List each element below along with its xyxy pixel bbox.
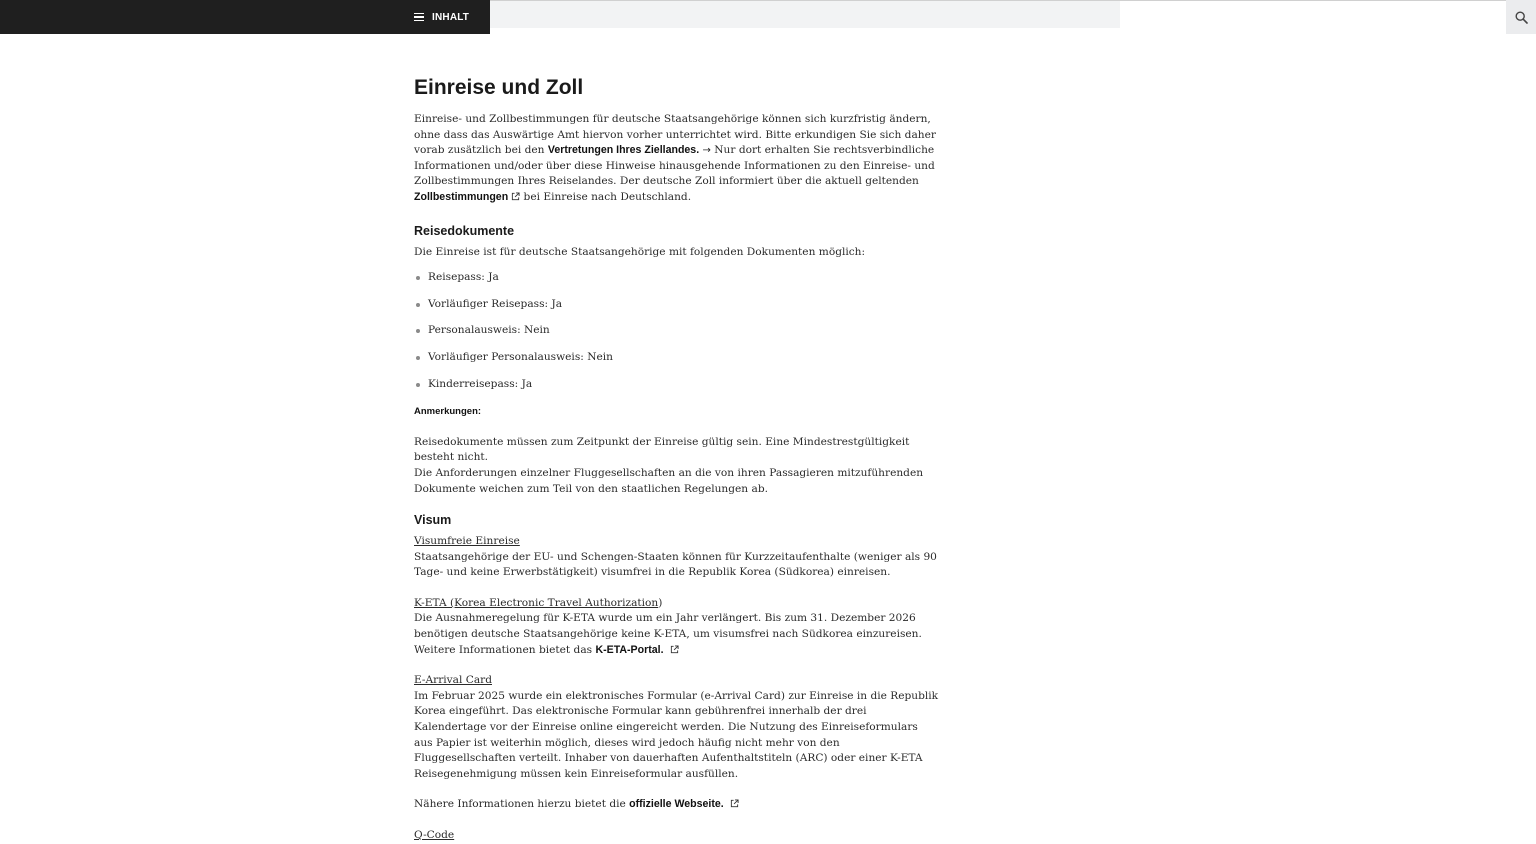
list-item: Reisepass: Ja bbox=[414, 270, 939, 297]
keta-portal-link[interactable]: K-ETA-Portal. bbox=[595, 643, 664, 656]
travel-docs-lead: Die Einreise ist für deutsche Staatsangehörige mit folgenden Dokumenten möglich: bbox=[414, 245, 866, 258]
more-info-text: Nähere Informationen hierzu bietet die bbox=[414, 798, 630, 811]
list-item: Kinderreisepass: Ja bbox=[414, 377, 939, 404]
external-link-icon bbox=[730, 799, 739, 808]
top-bar bbox=[0, 0, 1536, 34]
keta-title: K-ETA (Korea Electronic Travel Authorization bbox=[414, 596, 659, 609]
visa-free-text: Staatsangehörige der EU- und Schengen-Staaten können für Kurzzeitaufenthalte (weniger als 90 Tage- und keine Erwerbstätigkeit) visumfrei in die Republik Korea (Südkorea) einreisen. bbox=[414, 550, 937, 579]
list-icon bbox=[414, 13, 424, 22]
notes-label: Anmerkungen: bbox=[414, 406, 482, 418]
keta-block bbox=[414, 596, 939, 658]
page-title: Einreise und Zoll bbox=[414, 76, 584, 99]
search-button[interactable] bbox=[1506, 0, 1536, 34]
keta-text: Die Ausnahmeregelung für K-ETA wurde um ein Jahr verlängert. Bis zum 31. Dezember 2026 benötigen deutsche Staatsangehörige keine K-ETA, um visumsfrei nach Südkorea einzureisen. Weitere Informationen bietet das bbox=[414, 612, 922, 656]
divider bbox=[1120, 0, 1506, 1]
header-strip bbox=[490, 0, 1120, 28]
search-icon bbox=[1515, 11, 1528, 24]
keta-title-suffix: ) bbox=[658, 596, 663, 609]
notes-label-row bbox=[414, 404, 939, 420]
earrival-text: Im Februar 2025 wurde ein elektronisches Formular (e-Arrival Card) zur Einreise in die Republik Korea eingeführt. Das elektronische Formular kann gebührenfrei innerhalb der drei Kalendertage vor der Einreise online eingereicht werden. Die Nutzung des Einreiseformulars aus Papier ist weiterhin möglich, dieses wird jedoch häufig nicht mehr von den Fluggesellschaften verteilt. Inhaber von dauerhaften Aufenthaltstiteln (ARC) oder einer K-ETA Reisegenehmigung müssen kein Einreiseformular ausfüllen. bbox=[414, 689, 939, 780]
notes-line-1: Reisedokumente müssen zum Zeitpunkt der Einreise gültig sein. Eine Mindestrestgültigkeit besteht nicht. bbox=[414, 435, 910, 464]
toc-bar bbox=[0, 0, 490, 34]
qcode-title: Q-Code bbox=[414, 829, 455, 841]
earrival-title: E-Arrival Card bbox=[414, 674, 492, 687]
arrow-icon: → bbox=[702, 145, 711, 157]
more-info-paragraph bbox=[414, 797, 939, 813]
customs-link[interactable]: Zollbestimmungen bbox=[414, 190, 509, 203]
document-list bbox=[414, 270, 939, 403]
article bbox=[414, 74, 939, 844]
intro-paragraph bbox=[414, 112, 939, 206]
intro-text-1: Einreise- und Zollbestimmungen für deutsche Staatsangehörige können sich kurzfristig ändern, ohne dass das Auswärtige Amt hiervon vorher unterrichtet wird. Bitte erkundigen Sie sich daher vorab zusätzlich bei den bbox=[414, 113, 936, 157]
toc-label: INHALT bbox=[432, 11, 470, 23]
official-website-link[interactable]: offizielle Webseite. bbox=[629, 798, 724, 811]
external-link-icon bbox=[670, 645, 679, 654]
external-link-icon bbox=[511, 192, 520, 201]
toc-button[interactable] bbox=[414, 0, 469, 34]
qcode-block bbox=[414, 828, 939, 844]
visa-free-block bbox=[414, 534, 939, 581]
section-heading-visa: Visum bbox=[414, 513, 452, 528]
list-item: Personalausweis: Nein bbox=[414, 323, 939, 350]
list-item: Vorläufiger Reisepass: Ja bbox=[414, 297, 939, 324]
section-heading-travel-docs: Reisedokumente bbox=[414, 223, 515, 238]
representations-link[interactable]: Vertretungen Ihres Ziellandes. bbox=[547, 144, 700, 157]
intro-text-2: Nur dort erhalten Sie rechtsverbindliche Informationen und/oder über diese Hinweise hinausgehende Informationen zu den Einreise- und Zollbestimmungen Ihres Reiselandes. Der deutsche Zoll informiert über die aktuell geltenden bbox=[414, 144, 935, 188]
intro-text-3: bei Einreise nach Deutschland. bbox=[520, 190, 692, 203]
earrival-block bbox=[414, 673, 939, 782]
notes-paragraph bbox=[414, 435, 939, 497]
visa-free-title: Visumfreie Einreise bbox=[414, 535, 520, 548]
list-item: Vorläufiger Personalausweis: Nein bbox=[414, 350, 939, 377]
notes-line-2: Die Anforderungen einzelner Fluggesellschaften an die von ihren Passagieren mitzuführenden Dokumente weichen zum Teil von den staatlichen Regelungen ab. bbox=[414, 466, 924, 495]
